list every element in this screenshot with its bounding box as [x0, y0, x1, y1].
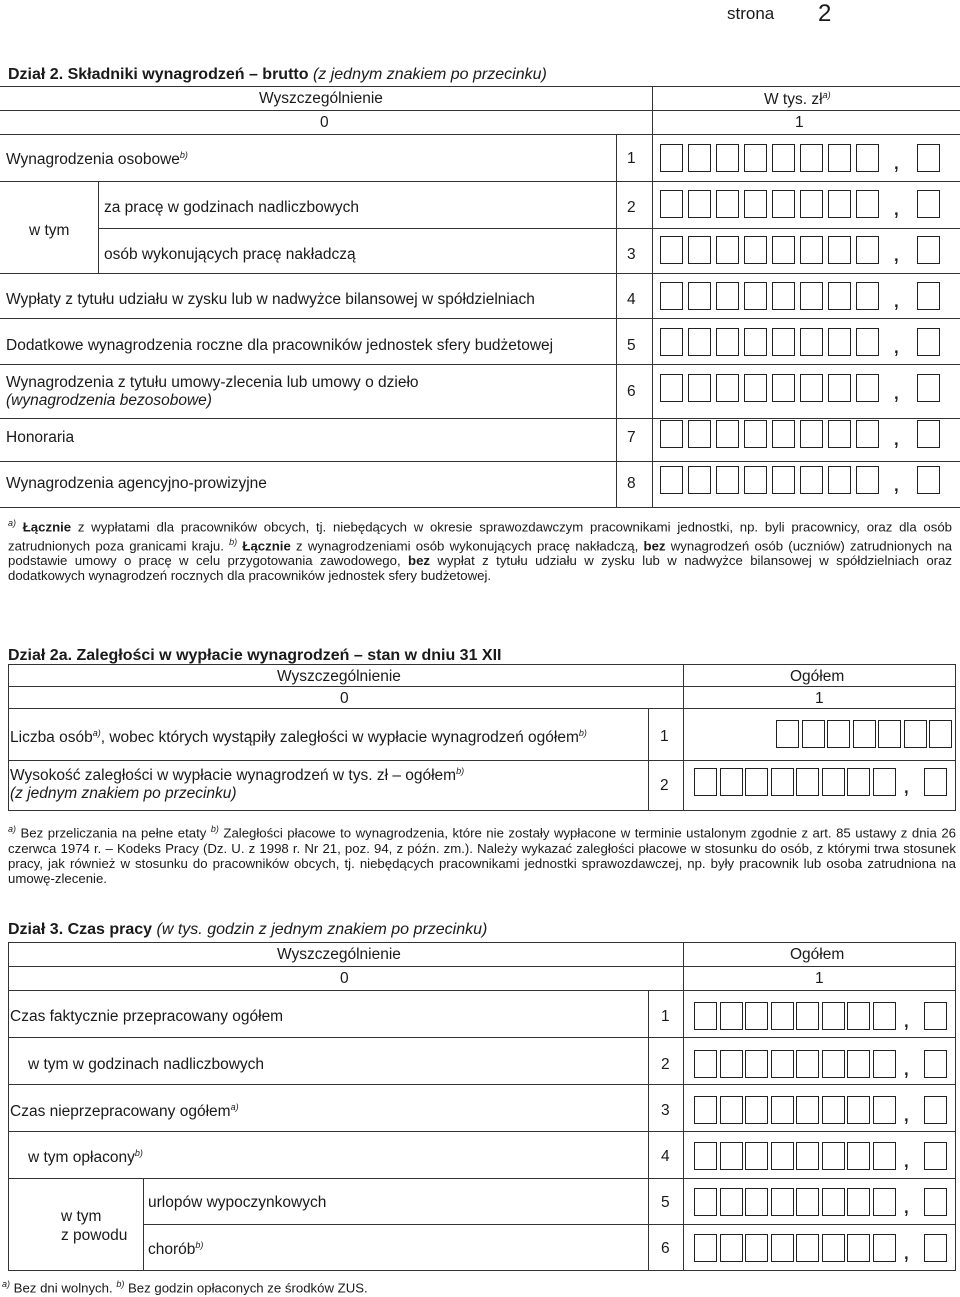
digit-box[interactable] [694, 1050, 717, 1078]
digit-box[interactable] [744, 466, 767, 494]
decimal-comma: , [903, 772, 910, 799]
digit-box[interactable] [847, 1142, 870, 1170]
digit-box[interactable] [688, 282, 711, 310]
digit-box[interactable] [688, 420, 711, 448]
digit-box[interactable] [796, 1234, 819, 1262]
digit-box[interactable] [694, 1234, 717, 1262]
digit-box[interactable] [694, 1002, 717, 1030]
digit-box[interactable] [796, 1050, 819, 1078]
s2-row-label-2: (wynagrodzenia bezosobowe) [6, 392, 212, 409]
digit-box[interactable] [800, 420, 823, 448]
digit-box[interactable] [716, 374, 739, 402]
digit-box[interactable] [878, 720, 901, 748]
digit-box[interactable] [688, 466, 711, 494]
digit-box[interactable] [772, 144, 795, 172]
digit-box[interactable] [660, 374, 683, 402]
s2-row-num: 1 [627, 150, 636, 167]
digit-box[interactable] [828, 236, 851, 264]
s3-w-tym: w tym [61, 1208, 102, 1225]
s2a-row-label-2: (z jednym znakiem po przecinku) [10, 785, 237, 802]
digit-box[interactable] [796, 1096, 819, 1124]
decimal-comma: , [893, 470, 900, 497]
digit-box[interactable] [800, 190, 823, 218]
s3-footnote: $^{a)}$ Bez dni wolnych. $^{b)}$ Bez godzin opłaconych ze środków ZUS. [2, 1279, 368, 1296]
digit-box[interactable] [873, 1050, 896, 1078]
digit-box[interactable] [694, 1142, 717, 1170]
s2-row-label: Dodatkowe wynagrodzenia roczne dla pracowników jednostek sfery budżetowej [6, 337, 554, 354]
decimal-digit-box[interactable] [924, 1234, 947, 1262]
digit-box[interactable] [856, 420, 879, 448]
page-number: 2 [818, 0, 832, 27]
digit-box[interactable] [796, 768, 819, 796]
s2a-row-num: 2 [660, 777, 669, 794]
decimal-digit-box[interactable] [924, 1142, 947, 1170]
digit-box[interactable] [828, 190, 851, 218]
digit-box[interactable] [744, 420, 767, 448]
digit-box[interactable] [822, 1188, 845, 1216]
s2a-footnote: $^{a)}$ Bez przeliczania na pełne etaty $^{b)}$ Zaległości płacowe to wynagrodzenia, które nie zostały wypłacone w terminie ustalonym zgodnie z art. 85 ustawy z dnia 26 czerwca 1974 r. – Kodeks Pracy (Dz. U. z 1998 r. Nr 21, poz. 94, z późn. zm.). Należy wykazać zaległości płacowe w stosunku do osób, z którymi trwa stosunek pracy, jak również w stosunku do pracowników obcych, tj. niebędących pracownikami jednostki sprawozdawczej, np. były pracownik lub osoba zatrudniona na umowę-zlecenie. [8, 824, 956, 886]
s2-row-label: Honoraria [6, 429, 75, 446]
digit-box[interactable] [720, 1234, 743, 1262]
digit-box[interactable] [744, 282, 767, 310]
digit-box[interactable] [822, 1142, 845, 1170]
digit-box[interactable] [856, 328, 879, 356]
digit-box[interactable] [744, 144, 767, 172]
digit-box[interactable] [802, 720, 825, 748]
digit-box[interactable] [828, 466, 851, 494]
s3-col-0: 0 [340, 970, 349, 987]
decimal-comma: , [893, 378, 900, 405]
decimal-comma: , [893, 240, 900, 267]
s3-row-label: Czas faktycznie przepracowany ogółem [10, 1008, 284, 1025]
digit-box[interactable] [694, 1096, 717, 1124]
digit-box[interactable] [822, 1234, 845, 1262]
digit-box[interactable] [827, 720, 850, 748]
digit-box[interactable] [828, 144, 851, 172]
digit-box[interactable] [716, 144, 739, 172]
digit-box[interactable] [873, 1096, 896, 1124]
decimal-digit-box[interactable] [917, 144, 940, 172]
digit-box[interactable] [660, 282, 683, 310]
s2a-col-0: 0 [340, 690, 349, 707]
section2-title: Dział 2. Składniki wynagrodzeń – brutto (z jednym znakiem po przecinku) [8, 66, 547, 83]
digit-box[interactable] [847, 1188, 870, 1216]
s2-row-num: 3 [627, 246, 636, 263]
s2-col-val: W tys. $zł^{a)}$ [764, 90, 831, 109]
digit-box[interactable] [771, 1188, 794, 1216]
digit-box[interactable] [720, 1050, 743, 1078]
decimal-comma: , [903, 1238, 910, 1265]
digit-box[interactable] [744, 328, 767, 356]
digit-box[interactable] [873, 1142, 896, 1170]
s3-row-num: 2 [661, 1056, 670, 1073]
digit-box[interactable] [744, 374, 767, 402]
decimal-digit-box[interactable] [917, 236, 940, 264]
digit-box[interactable] [828, 328, 851, 356]
digit-box[interactable] [688, 236, 711, 264]
digit-box[interactable] [688, 374, 711, 402]
s2-row-label: Wypłaty z tytułu udziału w zysku lub w nadwyżce bilansowej w spółdzielniach [6, 291, 535, 308]
digit-box[interactable] [828, 282, 851, 310]
digit-box[interactable] [694, 1188, 717, 1216]
digit-box[interactable] [660, 236, 683, 264]
digit-box[interactable] [688, 190, 711, 218]
s2-row-label: Wynagrodzenia z tytułu umowy-zlecenia lub umowy o dzieło [6, 374, 419, 391]
s3-col-desc: Wyszczególnienie [277, 946, 401, 963]
digit-box[interactable] [800, 328, 823, 356]
digit-box[interactable] [873, 1234, 896, 1262]
digit-box[interactable] [822, 1096, 845, 1124]
s3-row-num: 6 [661, 1240, 670, 1257]
digit-box[interactable] [745, 1096, 768, 1124]
digit-box[interactable] [772, 420, 795, 448]
s2-col-1: 1 [795, 114, 804, 131]
digit-box[interactable] [716, 190, 739, 218]
digit-box[interactable] [720, 768, 743, 796]
digit-box[interactable] [873, 768, 896, 796]
digit-box[interactable] [772, 328, 795, 356]
digit-box[interactable] [856, 144, 879, 172]
s2-col-0: 0 [320, 114, 329, 131]
digit-box[interactable] [828, 420, 851, 448]
digit-box[interactable] [660, 328, 683, 356]
decimal-digit-box[interactable] [917, 190, 940, 218]
digit-box[interactable] [873, 1188, 896, 1216]
digit-box[interactable] [771, 1002, 794, 1030]
decimal-comma: , [893, 194, 900, 221]
digit-box[interactable] [856, 374, 879, 402]
digit-box[interactable] [716, 328, 739, 356]
digit-box[interactable] [771, 1142, 794, 1170]
digit-box[interactable] [772, 374, 795, 402]
digit-box[interactable] [800, 236, 823, 264]
s2-row-num: 6 [627, 383, 636, 400]
s3-row-num: 4 [661, 1148, 670, 1165]
digit-box[interactable] [847, 1050, 870, 1078]
digit-box[interactable] [745, 1234, 768, 1262]
digit-box[interactable] [800, 466, 823, 494]
s2-row-label: Wynagrodzenia agencyjno-prowizyjne [6, 475, 267, 492]
s3-row-label: w tym opłacony$^{b)}$ [28, 1148, 143, 1167]
s3-row-num: 1 [661, 1008, 670, 1025]
digit-box[interactable] [660, 420, 683, 448]
page-label: strona [727, 4, 775, 23]
decimal-digit-box[interactable] [917, 420, 940, 448]
digit-box[interactable] [720, 1002, 743, 1030]
digit-box[interactable] [853, 720, 876, 748]
digit-box[interactable] [745, 1002, 768, 1030]
decimal-comma: , [903, 1100, 910, 1127]
s2-row-num: 7 [627, 429, 636, 446]
s3-row-label: chorób$^{b)}$ [148, 1240, 204, 1259]
s2-row-num: 4 [627, 291, 636, 308]
digit-box[interactable] [822, 768, 845, 796]
s3-row-num: 3 [661, 1102, 670, 1119]
decimal-digit-box[interactable] [924, 1096, 947, 1124]
digit-box[interactable] [776, 720, 799, 748]
digit-box[interactable] [771, 1096, 794, 1124]
digit-box[interactable] [745, 1050, 768, 1078]
decimal-digit-box[interactable] [917, 466, 940, 494]
digit-box[interactable] [847, 1234, 870, 1262]
s3-col-val: Ogółem [790, 946, 845, 963]
decimal-digit-box[interactable] [924, 1188, 947, 1216]
section2a-title: Dział 2a. Zaległości w wypłacie wynagrodzeń – stan w dniu 31 XII [8, 647, 502, 664]
s3-col-1: 1 [815, 970, 824, 987]
digit-box[interactable] [796, 1188, 819, 1216]
decimal-comma: , [893, 424, 900, 451]
s2-row-num: 5 [627, 337, 636, 354]
digit-box[interactable] [745, 1142, 768, 1170]
s2a-row-label: Wysokość zaległości w wypłacie wynagrodzeń w tys. zł – ogółem$^{b)}$ [10, 766, 465, 785]
s3-row-label: urlopów wypoczynkowych [148, 1194, 327, 1211]
decimal-digit-box[interactable] [924, 768, 947, 796]
digit-box[interactable] [745, 1188, 768, 1216]
s2-row-label: osób wykonujących pracę nakładczą [104, 246, 356, 263]
digit-box[interactable] [822, 1050, 845, 1078]
digit-box[interactable] [744, 236, 767, 264]
digit-box[interactable] [800, 282, 823, 310]
digit-box[interactable] [800, 144, 823, 172]
decimal-comma: , [903, 1146, 910, 1173]
digit-box[interactable] [929, 720, 952, 748]
decimal-digit-box[interactable] [917, 282, 940, 310]
digit-box[interactable] [873, 1002, 896, 1030]
digit-box[interactable] [800, 374, 823, 402]
s3-row-label: Czas nieprzepracowany ogółem$^{a)}$ [10, 1102, 239, 1121]
digit-box[interactable] [744, 190, 767, 218]
digit-box[interactable] [904, 720, 927, 748]
digit-box[interactable] [796, 1002, 819, 1030]
digit-box[interactable] [856, 190, 879, 218]
digit-box[interactable] [822, 1002, 845, 1030]
digit-box[interactable] [771, 1234, 794, 1262]
s3-z-powodu: z powodu [61, 1227, 128, 1244]
decimal-digit-box[interactable] [917, 328, 940, 356]
digit-box[interactable] [772, 236, 795, 264]
s2-row-label: za pracę w godzinach nadliczbowych [104, 199, 360, 216]
decimal-comma: , [903, 1192, 910, 1219]
s2a-row-num: 1 [660, 728, 669, 745]
decimal-comma: , [903, 1006, 910, 1033]
s3-row-num: 5 [661, 1194, 670, 1211]
digit-box[interactable] [856, 282, 879, 310]
decimal-comma: , [893, 332, 900, 359]
s2-row-num: 2 [627, 199, 636, 216]
s2a-col-1: 1 [815, 690, 824, 707]
digit-box[interactable] [772, 282, 795, 310]
digit-box[interactable] [720, 1142, 743, 1170]
digit-box[interactable] [688, 144, 711, 172]
digit-box[interactable] [847, 768, 870, 796]
digit-box[interactable] [716, 420, 739, 448]
decimal-comma: , [893, 148, 900, 175]
digit-box[interactable] [796, 1142, 819, 1170]
digit-box[interactable] [716, 466, 739, 494]
s3-row-label: w tym w godzinach nadliczbowych [28, 1056, 265, 1073]
digit-box[interactable] [771, 768, 794, 796]
s2a-col-desc: Wyszczególnienie [277, 668, 401, 685]
digit-box[interactable] [772, 190, 795, 218]
section3-title: Dział 3. Czas pracy (w tys. godzin z jednym znakiem po przecinku) [8, 921, 488, 938]
digit-box[interactable] [745, 768, 768, 796]
digit-box[interactable] [688, 328, 711, 356]
s2-col-desc: Wyszczególnienie [259, 90, 383, 107]
digit-box[interactable] [694, 768, 717, 796]
decimal-digit-box[interactable] [924, 1002, 947, 1030]
s2-w-tym: w tym [29, 222, 70, 239]
digit-box[interactable] [772, 466, 795, 494]
s2-row-num: 8 [627, 475, 636, 492]
digit-box[interactable] [847, 1096, 870, 1124]
digit-box[interactable] [720, 1096, 743, 1124]
digit-box[interactable] [771, 1050, 794, 1078]
digit-box[interactable] [660, 466, 683, 494]
digit-box[interactable] [716, 282, 739, 310]
decimal-comma: , [903, 1054, 910, 1081]
digit-box[interactable] [828, 374, 851, 402]
s2-footnote: $^{a)}$ Łącznie z wypłatami dla pracowników obcych, tj. niebędących w okresie sprawozdawczym pracownikami jednostki, np. byli pracownicy, oraz dla osób zatrudnionych poza granicami kraju. $^{b)}$ Łącznie z wynagrodzeniami osób wykonujących pracę nakładczą, bez wynagrodzeń osób (uczniów) zatrudnionych na podstawie umowy o pracę w celu przygotowania zawodowego, bez wypłat z tytułu udziału w zysku lub w nadwyżce bilansowej w spółdzielniach oraz dodatkowych wynagrodzeń rocznych dla pracowników jednostek sfery budżetowej. [8, 518, 953, 584]
digit-box[interactable] [856, 236, 879, 264]
digit-box[interactable] [660, 144, 683, 172]
digit-box[interactable] [720, 1188, 743, 1216]
decimal-digit-box[interactable] [917, 374, 940, 402]
s2a-row-label: Liczba osób$^{a)}$, wobec których wystąpiły zaległości w wypłacie wynagrodzeń ogółem$^{b)}$ [10, 728, 587, 747]
decimal-comma: , [893, 286, 900, 313]
s2-row-label: Wynagrodzenia osobowe$^{b)}$ [6, 150, 188, 169]
digit-box[interactable] [847, 1002, 870, 1030]
digit-box[interactable] [716, 236, 739, 264]
decimal-digit-box[interactable] [924, 1050, 947, 1078]
s2a-col-val: Ogółem [790, 668, 845, 685]
digit-box[interactable] [856, 466, 879, 494]
digit-box[interactable] [660, 190, 683, 218]
